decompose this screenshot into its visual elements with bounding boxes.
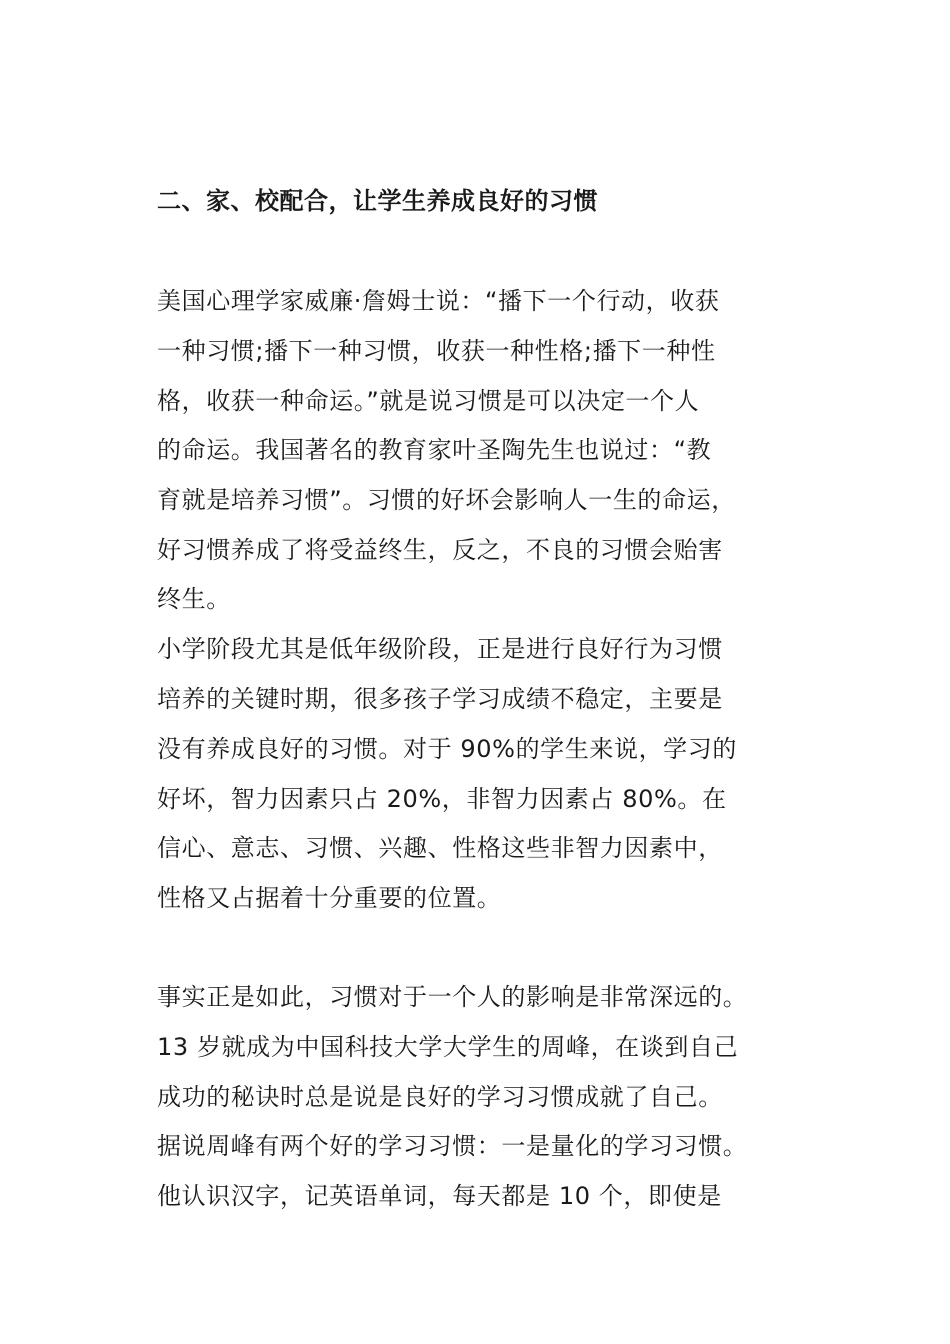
text-line: 据说周峰有两个好的学习习惯：一是量化的学习习惯。 — [157, 1132, 748, 1160]
section-heading: 二、家、校配合，让学生养成良好的习惯 — [157, 187, 598, 215]
text-line: 一种习惯;播下一种习惯，收获一种性格;播下一种性 — [157, 337, 716, 365]
text-line: 成功的秘诀时总是说是良好的学习习惯成就了自己。 — [157, 1083, 723, 1111]
text-line: 好坏，智力因素只占 20%，非智力因素占 80%。在 — [157, 785, 727, 813]
text-line: 终生。 — [157, 585, 231, 613]
text-line: 性格又占据着十分重要的位置。 — [157, 884, 502, 912]
text-line: 13 岁就成为中国科技大学大学生的周峰，在谈到自己 — [157, 1033, 739, 1061]
text-line: 培养的关键时期，很多孩子学习成绩不稳定，主要是 — [157, 685, 723, 713]
text-line: 好习惯养成了将受益终生，反之，不良的习惯会贻害 — [157, 536, 723, 564]
text-line: 事实正是如此，习惯对于一个人的影响是非常深远的。 — [157, 983, 748, 1011]
text-line: 小学阶段尤其是低年级阶段，正是进行良好行为习惯 — [157, 635, 723, 663]
text-line: 格，收获一种命运。”就是说习惯是可以决定一个人 — [157, 387, 700, 415]
text-line: 美国心理学家威廉·詹姆士说：“播下一个行动，收获 — [157, 287, 720, 315]
text-line: 没有养成良好的习惯。对于 90%的学生来说，学习的 — [157, 735, 737, 763]
text-line: 信心、意志、习惯、兴趣、性格这些非智力因素中， — [157, 834, 723, 862]
text-line: 他认识汉字，记英语单词，每天都是 10 个，即使是 — [157, 1182, 722, 1210]
text-line: 的命运。我国著名的教育家叶圣陶先生也说过：“教 — [157, 436, 712, 464]
text-line: 育就是培养习惯”。习惯的好坏会影响人一生的命运， — [157, 486, 736, 514]
